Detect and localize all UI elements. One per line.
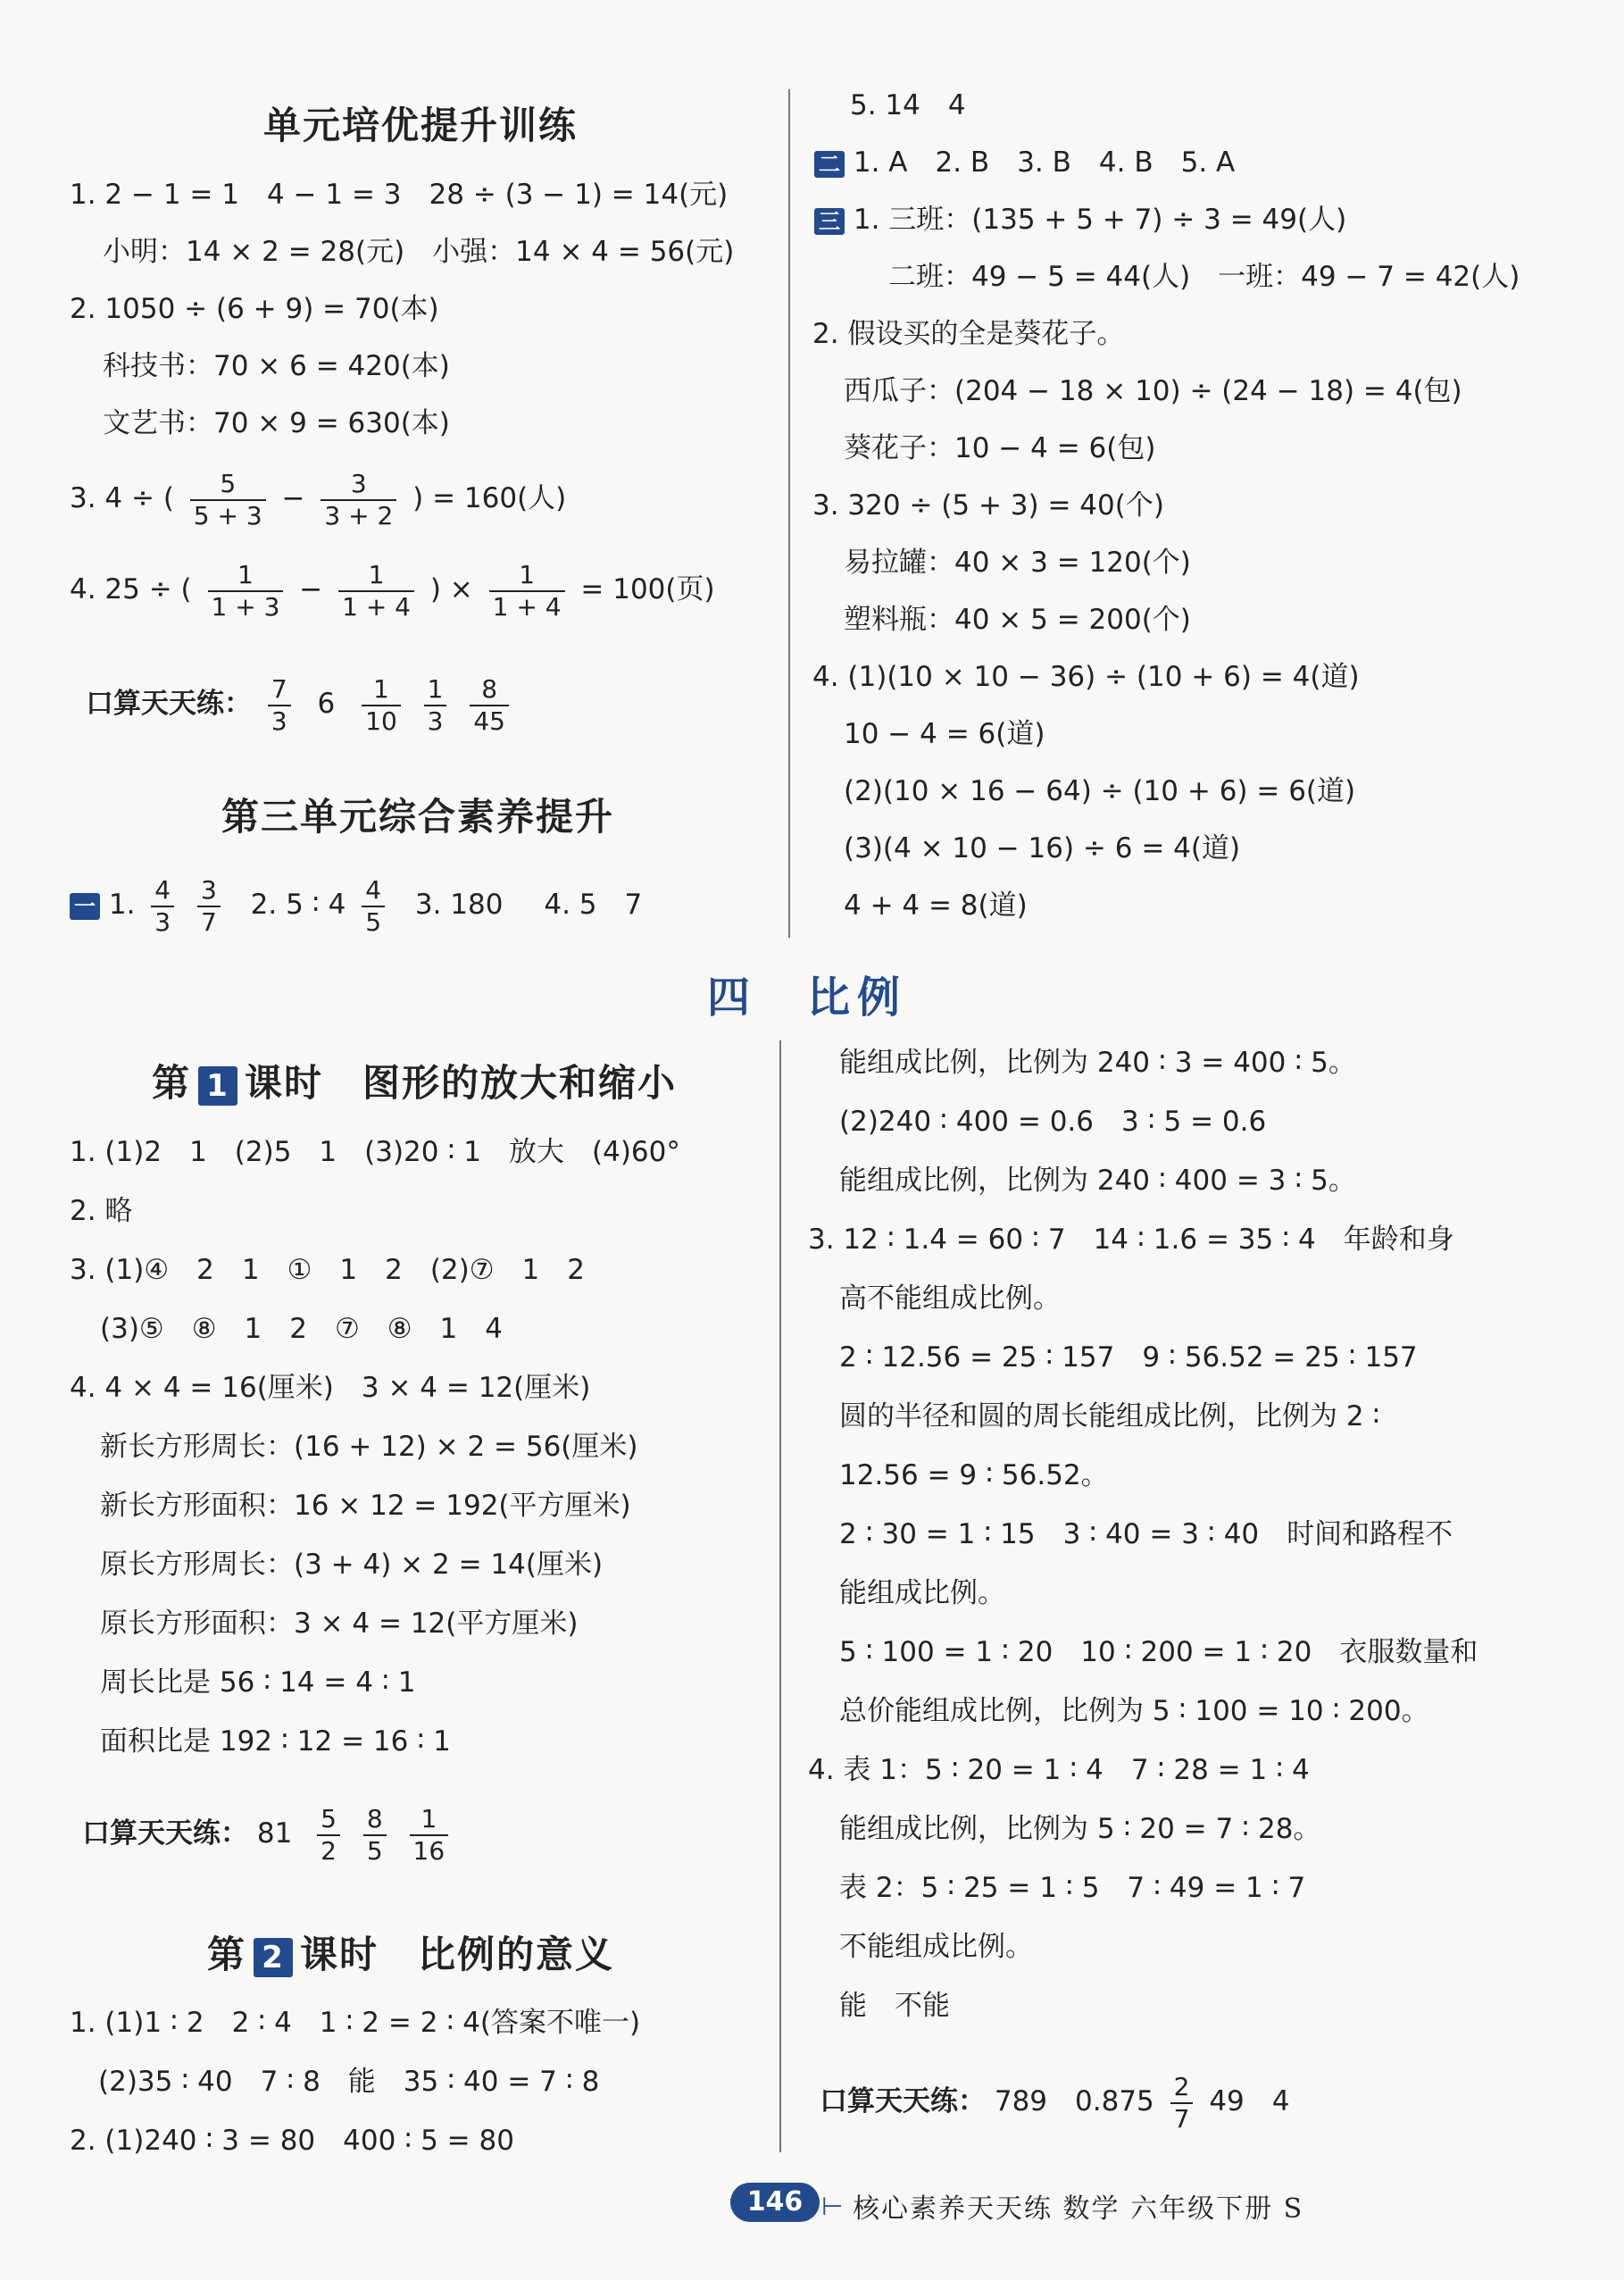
answer-line: 易拉罐：40 × 3 = 120(个) <box>844 547 1191 579</box>
fraction <box>321 469 396 531</box>
fraction <box>489 560 565 622</box>
answer-line: (2)35 ∶ 40 7 ∶ 8 能 35 ∶ 40 = 7 ∶ 8 <box>98 2066 600 2098</box>
denominator: 45 <box>473 706 505 736</box>
answer-line: 新长方形面积：16 × 12 = 192(平方厘米) <box>100 1490 631 1522</box>
denominator: 2 <box>321 1835 337 1866</box>
denominator: 3 <box>427 706 444 736</box>
text: 6 <box>317 688 336 720</box>
numerator: 7 <box>268 674 291 706</box>
numerator: 5 <box>317 1804 340 1836</box>
text: 2. 5 ∶ 4 <box>250 889 346 921</box>
numerator: 1 <box>489 560 565 592</box>
answer-line: 2. 略 <box>70 1195 133 1227</box>
answer-line: 1. (1)1 ∶ 2 2 ∶ 4 1 ∶ 2 = 2 ∶ 4(答案不唯一) <box>70 2007 641 2039</box>
denominator: 1 + 4 <box>492 591 562 622</box>
oral-practice-row <box>820 2067 1290 2135</box>
answer-line: 能 不能 <box>839 1990 950 2022</box>
chapter-title: 四 比例 <box>707 973 908 1023</box>
answer-line: 3. (1)④ 2 1 ① 1 2 (2)⑦ 1 2 <box>70 1254 585 1286</box>
fraction <box>363 1804 387 1867</box>
answer-line: 5. 14 4 <box>850 89 966 121</box>
numerator: 1 <box>338 560 414 592</box>
numerator: 8 <box>363 1804 387 1836</box>
denominator: 1 + 3 <box>211 591 280 622</box>
fraction <box>470 674 509 737</box>
text: 49 4 <box>1209 2085 1290 2117</box>
text: 1. 三班：(135 + 5 + 7) ÷ 3 = 49(人) <box>853 204 1347 236</box>
numerator: 4 <box>151 875 174 907</box>
answer-line: (3)(4 × 10 − 16) ÷ 6 = 4(道) <box>844 832 1241 864</box>
answer-line: 4. 4 × 4 = 16(厘米) 3 × 4 = 12(厘米) <box>70 1372 591 1404</box>
lesson-number-badge: 1 <box>198 1066 237 1106</box>
answer-line: 1. (1)2 1 (2)5 1 (3)20 ∶ 1 放大 (4)60° <box>70 1136 680 1168</box>
section-title-unit3: 第三单元综合素养提升 <box>221 795 615 839</box>
answer-line: 能组成比例，比例为 240 ∶ 3 = 400 ∶ 5。 <box>839 1047 1356 1079</box>
answer-line <box>814 145 1235 180</box>
answer-line: 周长比是 56 ∶ 14 = 4 ∶ 1 <box>100 1666 416 1699</box>
page-number: 146 <box>730 2183 820 2222</box>
answer-line: 能组成比例。 <box>839 1577 1005 1609</box>
answer-line: 小明：14 × 2 = 28(元) 小强：14 × 4 = 56(元) <box>103 236 735 268</box>
denominator: 16 <box>412 1835 446 1866</box>
oral-practice-row <box>86 670 516 738</box>
text: = 100(页) <box>580 573 715 605</box>
denominator: 3 + 2 <box>324 500 394 530</box>
part-badge: 二 <box>814 151 845 178</box>
fraction <box>338 560 414 622</box>
text: − <box>281 482 305 514</box>
text: 课时 比例的意义 <box>300 1933 615 1976</box>
fraction <box>424 674 447 737</box>
text: 3. 180 <box>414 889 504 921</box>
footer-separator-icon: ⊢ <box>821 2192 844 2221</box>
part-badge: 三 <box>814 208 845 235</box>
answer-line: 新长方形周长：(16 + 12) × 2 = 56(厘米) <box>100 1431 638 1463</box>
oral-practice-label: 口算天天练： <box>86 688 252 720</box>
answer-line: 10 − 4 = 6(道) <box>844 718 1045 750</box>
text: 第 <box>207 1933 247 1976</box>
numerator: 5 <box>190 469 266 501</box>
fraction <box>317 1804 340 1867</box>
answer-line: 2 ∶ 12.56 = 25 ∶ 157 9 ∶ 56.52 = 25 ∶ 157 <box>839 1341 1418 1374</box>
answer-line: 4 + 4 = 8(道) <box>844 889 1028 922</box>
answer-line: 二班：49 − 5 = 44(人) 一班：49 − 7 = 42(人) <box>888 261 1520 293</box>
fraction <box>197 875 221 938</box>
answer-line-fraction <box>70 555 715 623</box>
answer-line: 总价能组成比例，比例为 5 ∶ 100 = 10 ∶ 200。 <box>839 1695 1429 1727</box>
numerator: 2 <box>1170 2072 1194 2104</box>
answer-line: 西瓜子：(204 − 18 × 10) ÷ (24 − 18) = 4(包) <box>844 375 1462 407</box>
column-divider-bottom <box>779 1040 781 2152</box>
fraction <box>268 674 291 737</box>
answer-line: 文艺书：70 × 9 = 630(本) <box>103 407 450 439</box>
text: 1. A 2. B 3. B 4. B 5. A <box>853 146 1236 179</box>
answer-line: 2. 1050 ÷ (6 + 9) = 70(本) <box>70 293 439 325</box>
column-divider-top <box>788 89 790 938</box>
numerator: 1 <box>410 1804 449 1836</box>
text: 4. 5 7 <box>544 889 643 921</box>
denominator: 10 <box>365 706 397 736</box>
numerator: 1 <box>362 674 401 706</box>
answer-line: 表 2：5 ∶ 25 = 1 ∶ 5 7 ∶ 49 = 1 ∶ 7 <box>839 1872 1306 1904</box>
text: 81 <box>256 1817 293 1850</box>
fraction <box>208 560 284 622</box>
answer-line: 1. 2 − 1 = 1 4 − 1 = 3 28 ÷ (3 − 1) = 14(元) <box>70 179 729 211</box>
numerator: 4 <box>362 875 385 907</box>
answer-line: (3)⑤ ⑧ 1 2 ⑦ ⑧ 1 4 <box>100 1313 503 1345</box>
answer-line: 能组成比例，比例为 240 ∶ 400 = 3 ∶ 5。 <box>839 1165 1356 1197</box>
text: 课时 图形的放大和缩小 <box>245 1061 678 1105</box>
answer-line: 能组成比例，比例为 5 ∶ 20 = 7 ∶ 28。 <box>839 1813 1321 1845</box>
numerator: 3 <box>197 875 221 907</box>
answer-line: 面积比是 192 ∶ 12 = 16 ∶ 1 <box>100 1725 451 1758</box>
answer-line: 5 ∶ 100 = 1 ∶ 20 10 ∶ 200 = 1 ∶ 20 衣服数量和 <box>839 1636 1478 1668</box>
text: 3. 4 ÷ ( <box>70 482 174 514</box>
denominator: 1 + 4 <box>342 591 411 622</box>
answer-line <box>814 202 1346 238</box>
answer-line: 2. 假设买的全是葵花子。 <box>812 318 1125 350</box>
footer-book-title: 核心素养天天练 数学 六年级下册 S <box>853 2193 1304 2225</box>
answer-line: 3. 320 ÷ (5 + 3) = 40(个) <box>812 489 1164 522</box>
oral-practice-label: 口算天天练： <box>820 2085 986 2117</box>
denominator: 5 <box>365 906 382 937</box>
denominator: 7 <box>200 906 217 937</box>
text: 789 0.875 <box>994 2085 1154 2117</box>
answer-line-fraction <box>70 464 566 532</box>
lesson-number-badge: 2 <box>254 1938 293 1977</box>
answer-line: (2)240 ∶ 400 = 0.6 3 ∶ 5 = 0.6 <box>839 1106 1267 1138</box>
answer-line: 4. (1)(10 × 10 − 36) ÷ (10 + 6) = 4(道) <box>812 661 1360 693</box>
answer-line: (2)(10 × 16 − 64) ÷ (10 + 6) = 6(道) <box>844 775 1356 807</box>
text: − <box>299 573 323 605</box>
text: 4. 25 ÷ ( <box>70 573 192 605</box>
lesson-title <box>152 1054 677 1107</box>
fraction <box>190 469 266 531</box>
answer-line: 2. (1)240 ∶ 3 = 80 400 ∶ 5 = 80 <box>70 2125 514 2157</box>
section-title-unit-training: 单元培优提升训练 <box>263 104 579 147</box>
fraction <box>1170 2072 1194 2134</box>
fraction <box>410 1804 449 1867</box>
answer-line: 原长方形面积：3 × 4 = 12(平方厘米) <box>100 1608 579 1640</box>
answer-line: 12.56 = 9 ∶ 56.52。 <box>839 1459 1109 1491</box>
lesson-title <box>207 1925 614 1979</box>
answer-line: 塑料瓶：40 × 5 = 200(个) <box>844 604 1191 636</box>
text: ) × <box>429 573 473 605</box>
numerator: 8 <box>470 674 509 706</box>
text: 第 <box>152 1061 192 1105</box>
answer-line: 葵花子：10 − 4 = 6(包) <box>844 432 1156 464</box>
fraction <box>151 875 174 938</box>
denominator: 3 <box>271 706 287 736</box>
fraction <box>362 875 385 938</box>
answer-line: 科技书：70 × 6 = 420(本) <box>103 350 450 382</box>
answer-line: 2 ∶ 30 = 1 ∶ 15 3 ∶ 40 = 3 ∶ 40 时间和路程不 <box>839 1518 1453 1550</box>
answer-line: 3. 12 ∶ 1.4 = 60 ∶ 7 14 ∶ 1.6 = 35 ∶ 4 年龄和身 <box>808 1224 1454 1256</box>
answer-line: 原长方形周长：(3 + 4) × 2 = 14(厘米) <box>100 1549 604 1581</box>
answer-line: 4. 表 1：5 ∶ 20 = 1 ∶ 4 7 ∶ 28 = 1 ∶ 4 <box>808 1754 1310 1786</box>
fraction <box>362 674 401 737</box>
numerator: 1 <box>424 674 447 706</box>
denominator: 3 <box>154 906 171 937</box>
numerator: 3 <box>321 469 396 501</box>
text: 1. <box>108 889 136 921</box>
numerator: 1 <box>208 560 284 592</box>
unit3-answers-row <box>70 871 642 939</box>
answer-line: 不能组成比例。 <box>839 1931 1033 1963</box>
denominator: 5 + 3 <box>193 500 262 530</box>
denominator: 7 <box>1173 2103 1190 2134</box>
answer-line: 圆的半径和圆的周长能组成比例，比例为 2 ∶ <box>839 1400 1380 1432</box>
oral-practice-label: 口算天天练： <box>82 1817 248 1850</box>
part-badge: 一 <box>70 893 100 920</box>
denominator: 5 <box>366 1835 383 1866</box>
text: ) = 160(人) <box>412 482 567 514</box>
oral-practice-row <box>82 1800 455 1867</box>
answer-line: 高不能组成比例。 <box>839 1282 1061 1315</box>
